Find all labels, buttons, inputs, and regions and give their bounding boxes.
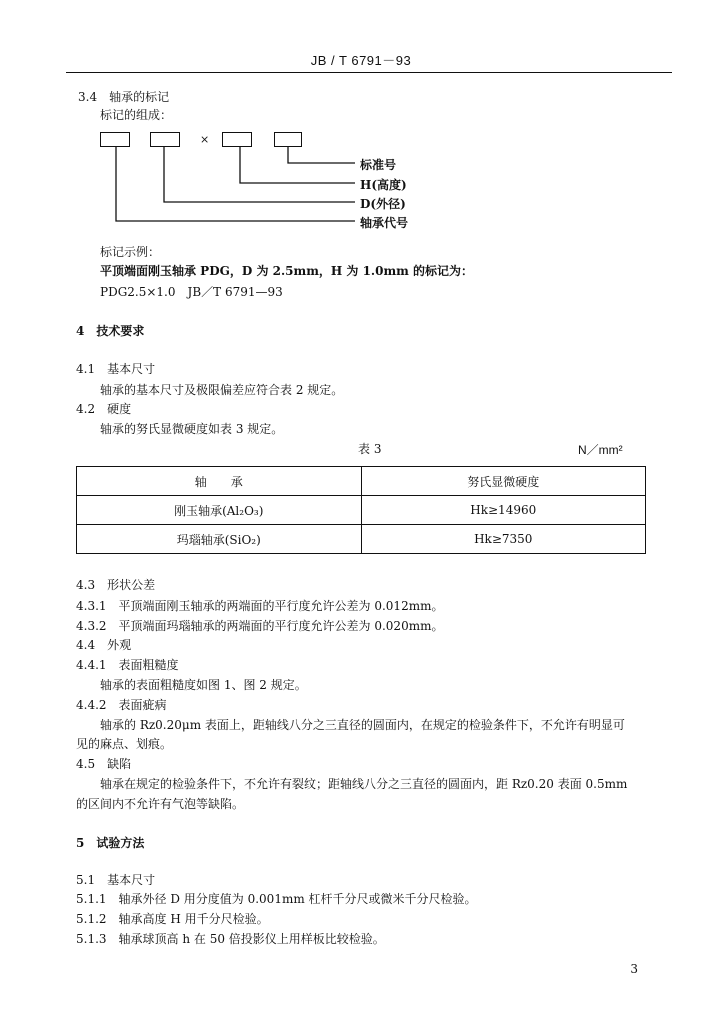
- example-code: PDG2.5×1.0 JB／T 6791—93: [100, 285, 283, 299]
- table-header-cell: 轴 承: [77, 467, 362, 496]
- section-3-4-heading: 3.4 轴承的标记: [78, 90, 170, 104]
- composition-label: 标记的组成：: [100, 108, 173, 122]
- table-header-cell: 努氏显微硬度: [361, 467, 646, 496]
- section-4-4-1-text: 轴承的表面粗糙度如图 1、图 2 规定。: [100, 678, 307, 692]
- page-number: 3: [630, 962, 638, 976]
- table-row: [77, 525, 646, 554]
- section-4-3-1: 4.3.1 平顶端面刚玉轴承的两端面的平行度允许公差为 0.012mm。: [76, 599, 444, 613]
- section-4-1-text: 轴承的基本尺寸及极限偏差应符合表 2 规定。: [100, 383, 344, 397]
- section-4-5-title: 4.5 缺陷: [76, 757, 132, 771]
- label-height: H(高度): [360, 178, 407, 192]
- section-4-4-1-title: 4.4.1 表面粗糙度: [76, 658, 179, 672]
- section-4-4-2-line1: 轴承的 Rz0.20μm 表面上，距轴线八分之三直径的圆面内，在规定的检验条件下，不允许有明显可: [100, 718, 625, 732]
- label-standard-number: 标准号: [360, 158, 397, 172]
- example-text: 平顶端面刚玉轴承 PDG，D 为 2.5mm，H 为 1.0mm 的标记为：: [100, 264, 474, 278]
- section-4-5-line1: 轴承在规定的检验条件下，不允许有裂纹；距轴线八分之三直径的圆面内，距 Rz0.20 表面 0.5mm: [100, 777, 628, 791]
- section-4-5-line2: 的区间内不允许有气泡等缺陷。: [76, 797, 245, 811]
- section-5-1-1: 5.1.1 轴承外径 D 用分度值为 0.001mm 杠杆千分尺或微米千分尺检验。: [76, 892, 477, 906]
- label-bearing-code: 轴承代号: [360, 216, 409, 230]
- table-caption: 表 3: [358, 442, 382, 456]
- section-4-4-title: 4.4 外观: [76, 638, 132, 652]
- section-4-heading: 4 技术要求: [76, 324, 145, 338]
- table-cell: Hk≥7350: [361, 525, 646, 554]
- section-5-heading: 5 试验方法: [76, 836, 145, 850]
- times-sign: ×: [200, 133, 210, 146]
- table-row: [77, 496, 646, 525]
- hardness-table: [76, 466, 646, 554]
- section-5-1-2: 5.1.2 轴承高度 H 用千分尺检验。: [76, 912, 269, 926]
- label-outer-diameter: D(外径): [360, 197, 406, 211]
- section-4-4-2-title: 4.4.2 表面疵病: [76, 698, 167, 712]
- table-header-row: [77, 467, 646, 496]
- section-4-3-2: 4.3.2 平顶端面玛瑙轴承的两端面的平行度允许公差为 0.020mm。: [76, 619, 444, 633]
- leader-height: [240, 147, 355, 183]
- table-unit: N／mm²: [578, 443, 623, 457]
- table-cell: 玛瑙轴承(SiO₂): [77, 525, 362, 554]
- section-4-3-title: 4.3 形状公差: [76, 578, 156, 592]
- section-4-4-2-line2: 见的麻点、划痕。: [76, 737, 173, 751]
- section-4-1-title: 4.1 基本尺寸: [76, 362, 156, 376]
- example-label: 标记示例：: [100, 245, 161, 259]
- section-5-1-title: 5.1 基本尺寸: [76, 873, 156, 887]
- section-4-2-text: 轴承的努氏显微硬度如表 3 规定。: [100, 422, 284, 436]
- section-5-1-3: 5.1.3 轴承球顶高 h 在 50 倍投影仪上用样板比较检验。: [76, 932, 385, 946]
- table-cell: Hk≥14960: [361, 496, 646, 525]
- table-cell: 刚玉轴承(Al₂O₃): [77, 496, 362, 525]
- leader-standard-number: [288, 147, 355, 163]
- section-4-2-title: 4.2 硬度: [76, 402, 132, 416]
- leader-outer-diameter: [164, 147, 355, 202]
- running-header: JB / T 6791－93: [310, 53, 412, 68]
- leader-bearing-code: [116, 147, 355, 221]
